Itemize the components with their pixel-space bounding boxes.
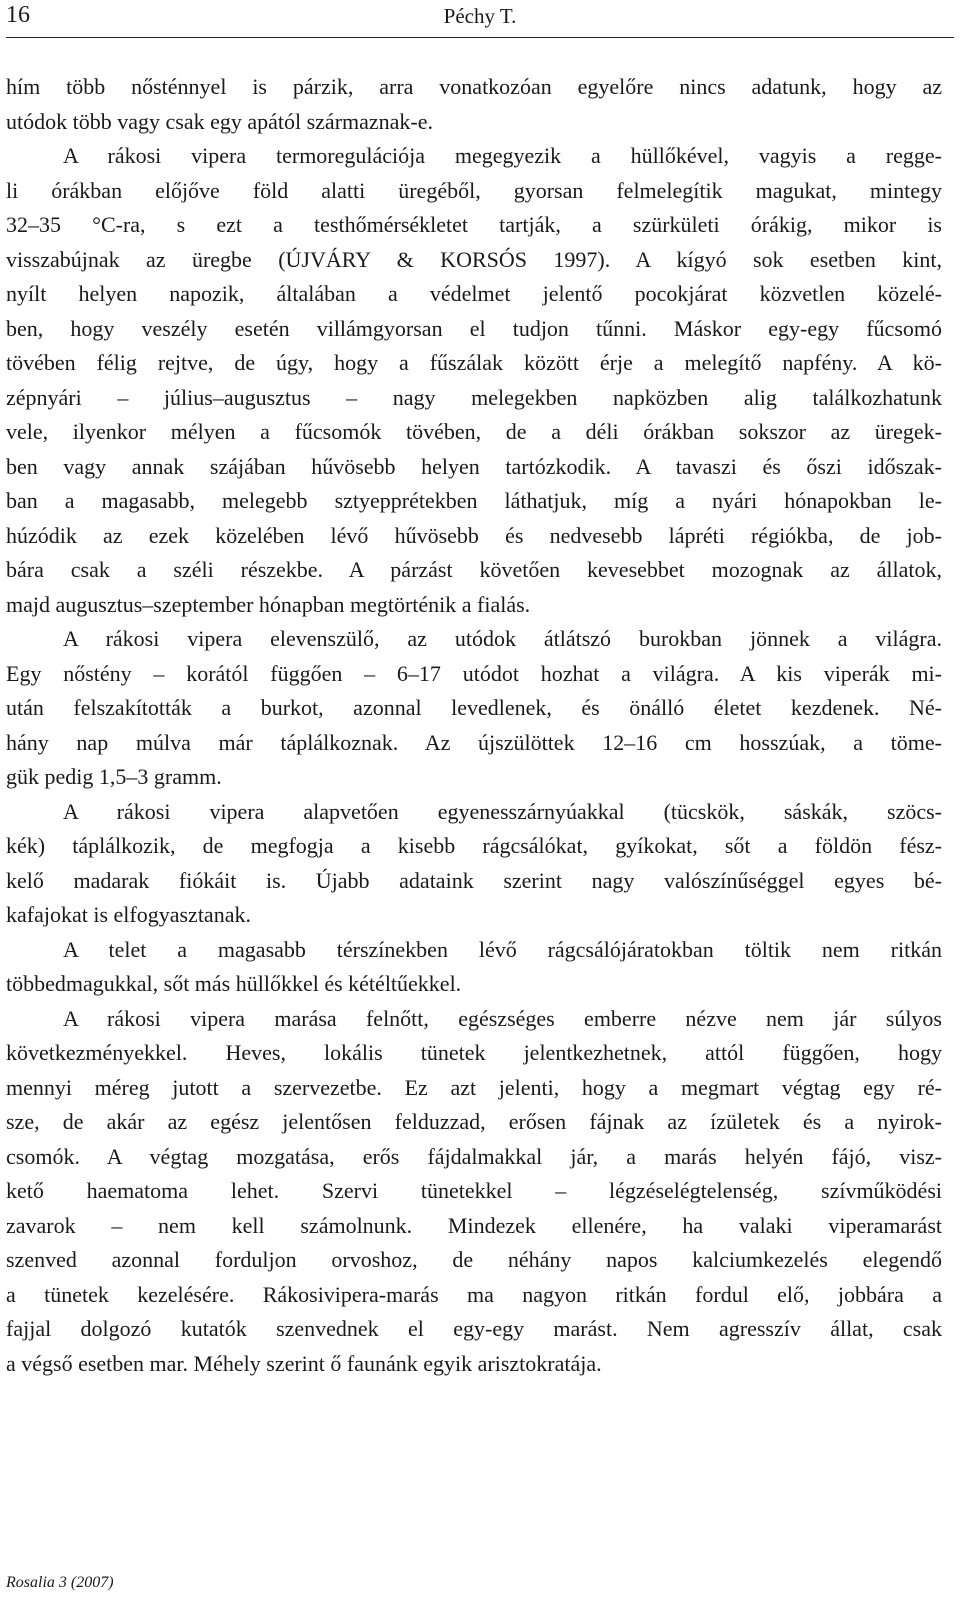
text-line: a végső esetben mar. Méhely szerint ő faunánk egyik arisztokratája.: [6, 1350, 602, 1376]
page-header: [6, 0, 954, 38]
text-line: A rákosi vipera termoregulációja megegyezik a hüllőkével, vagyis a regge-: [63, 143, 942, 168]
text-line: ban a magasabb, melegebb sztyepprétekben láthatjuk, míg a nyári hónapokban le-: [6, 488, 942, 513]
text-line: hím több nősténnyel is párzik, arra vonatkozóan egyelőre nincs adatunk, hogy az: [6, 74, 942, 99]
text-line: ben vagy annak szájában hűvösebb helyen tartózkodik. A tavaszi és őszi időszak-: [6, 453, 942, 479]
text-line: fajjal dolgozó kutatók szenvednek el egy-egy marást. Nem agresszív állat, csak: [6, 1316, 942, 1341]
text-line: Egy nőstény – korától függően – 6–17 utódot hozhat a világra. A kis viperák mi-: [6, 660, 942, 686]
text-line: után felszakították a burkot, azonnal levedlenek, és önálló életet kezdenek. Né-: [6, 695, 942, 720]
page-footer: [6, 1574, 114, 1592]
text-line: vele, ilyenkor mélyen a fűcsomók tövében, de a déli órákban sokszor az üregek-: [6, 419, 942, 444]
text-line: bára csak a széli részekbe. A párzást követően kevesebbet mozognak az állatok,: [6, 557, 942, 582]
text-line: zavarok – nem kell számolnunk. Mindezek ellenére, ha valaki viperamarást: [6, 1212, 942, 1238]
text-line: kelő madarak fiókáit is. Újabb adataink szerint nagy valószínűséggel egyes bé-: [6, 867, 942, 893]
text-line: 32–35 °C-ra, s ezt a testhőmérsékletet tartják, a szürkületi órákig, mikor is: [6, 212, 942, 237]
text-line: majd augusztus–szeptember hónapban megtörténik a fialás.: [6, 591, 531, 617]
text-line: csomók. A végtag mozgatása, erős fájdalmakkal jár, a marás helyén fájó, visz-: [6, 1143, 942, 1169]
text-line: utódok több vagy csak egy apától származnak-e.: [6, 108, 434, 134]
text-line: visszabújnak az üregbe (ÚJVÁRY & KORSÓS 1997). A kígyó sok esetben kint,: [6, 246, 942, 272]
text-line: a tünetek kezelésére. Rákosivipera-marás ma nagyon ritkán fordul elő, jobbára a: [6, 1281, 942, 1307]
text-line: mennyi méreg jutott a szervezetbe. Ez azt jelenti, hogy a megmart végtag egy ré-: [6, 1074, 942, 1100]
text-line: A rákosi vipera alapvetően egyenesszárnyúakkal (tücskök, sáskák, szöcs-: [63, 798, 942, 824]
text-line: többedmagukkal, sőt más hüllőkkel és kétéltűekkel.: [6, 971, 462, 996]
text-line: következményekkel. Heves, lokális tünetek jelentkezhetnek, attól függően, hogy: [6, 1040, 942, 1065]
text-line: li órákban előjőve föld alatti üregéből, gyorsan felmelegítik magukat, mintegy: [6, 177, 942, 203]
text-line: kető haematoma lehet. Szervi tünetekkel – légzéselégtelenség, szívműködési: [6, 1178, 942, 1203]
text-line: A rákosi vipera marása felnőtt, egészséges emberre nézve nem jár súlyos: [63, 1005, 942, 1031]
text-line: zépnyári – július–augusztus – nagy melegekben napközben alig találkozhatunk: [6, 384, 942, 410]
header-rule: [6, 37, 954, 38]
text-line: nyílt helyen napozik, általában a védelmet jelentő pocokjárat közvetlen közelé-: [6, 281, 942, 306]
text-line: gük pedig 1,5–3 gramm.: [6, 764, 222, 789]
text-line: ben, hogy veszély esetén villámgyorsan el tudjon tűnni. Máskor egy-egy fűcsomó: [6, 315, 942, 341]
text-line: húzódik az ezek közelében lévő hűvösebb és nedvesebb lápréti régiókba, de job-: [6, 522, 942, 548]
text-line: szenved azonnal forduljon orvoshoz, de néhány napos kalciumkezelés elegendő: [6, 1247, 942, 1272]
text-line: A telet a magasabb térszínekben lévő rágcsálójáratokban töltik nem ritkán: [63, 936, 942, 962]
text-line: kék) táplálkozik, de megfogja a kisebb rágcsálókat, gyíkokat, sőt a földön fész-: [6, 833, 942, 858]
article-body: [6, 70, 942, 1381]
text-line: kafajokat is elfogyasztanak.: [6, 902, 251, 927]
text-line: hány nap múlva már táplálkoznak. Az újszülöttek 12–16 cm hosszúak, a töme-: [6, 729, 942, 755]
text-line: A rákosi vipera elevenszülő, az utódok átlátszó burokban jönnek a világra.: [63, 626, 942, 651]
text-line: sze, de akár az egész jelentősen felduzzad, erősen fájnak az ízületek és a nyirok-: [6, 1109, 942, 1134]
text-line: tövében félig rejtve, de úgy, hogy a fűszálak között érje a melegítő napfény. A kö-: [6, 350, 942, 375]
running-head: Péchy T.: [443, 4, 517, 28]
page-number: 16: [6, 2, 30, 28]
journal-citation: Rosalia 3 (2007): [6, 1574, 114, 1591]
